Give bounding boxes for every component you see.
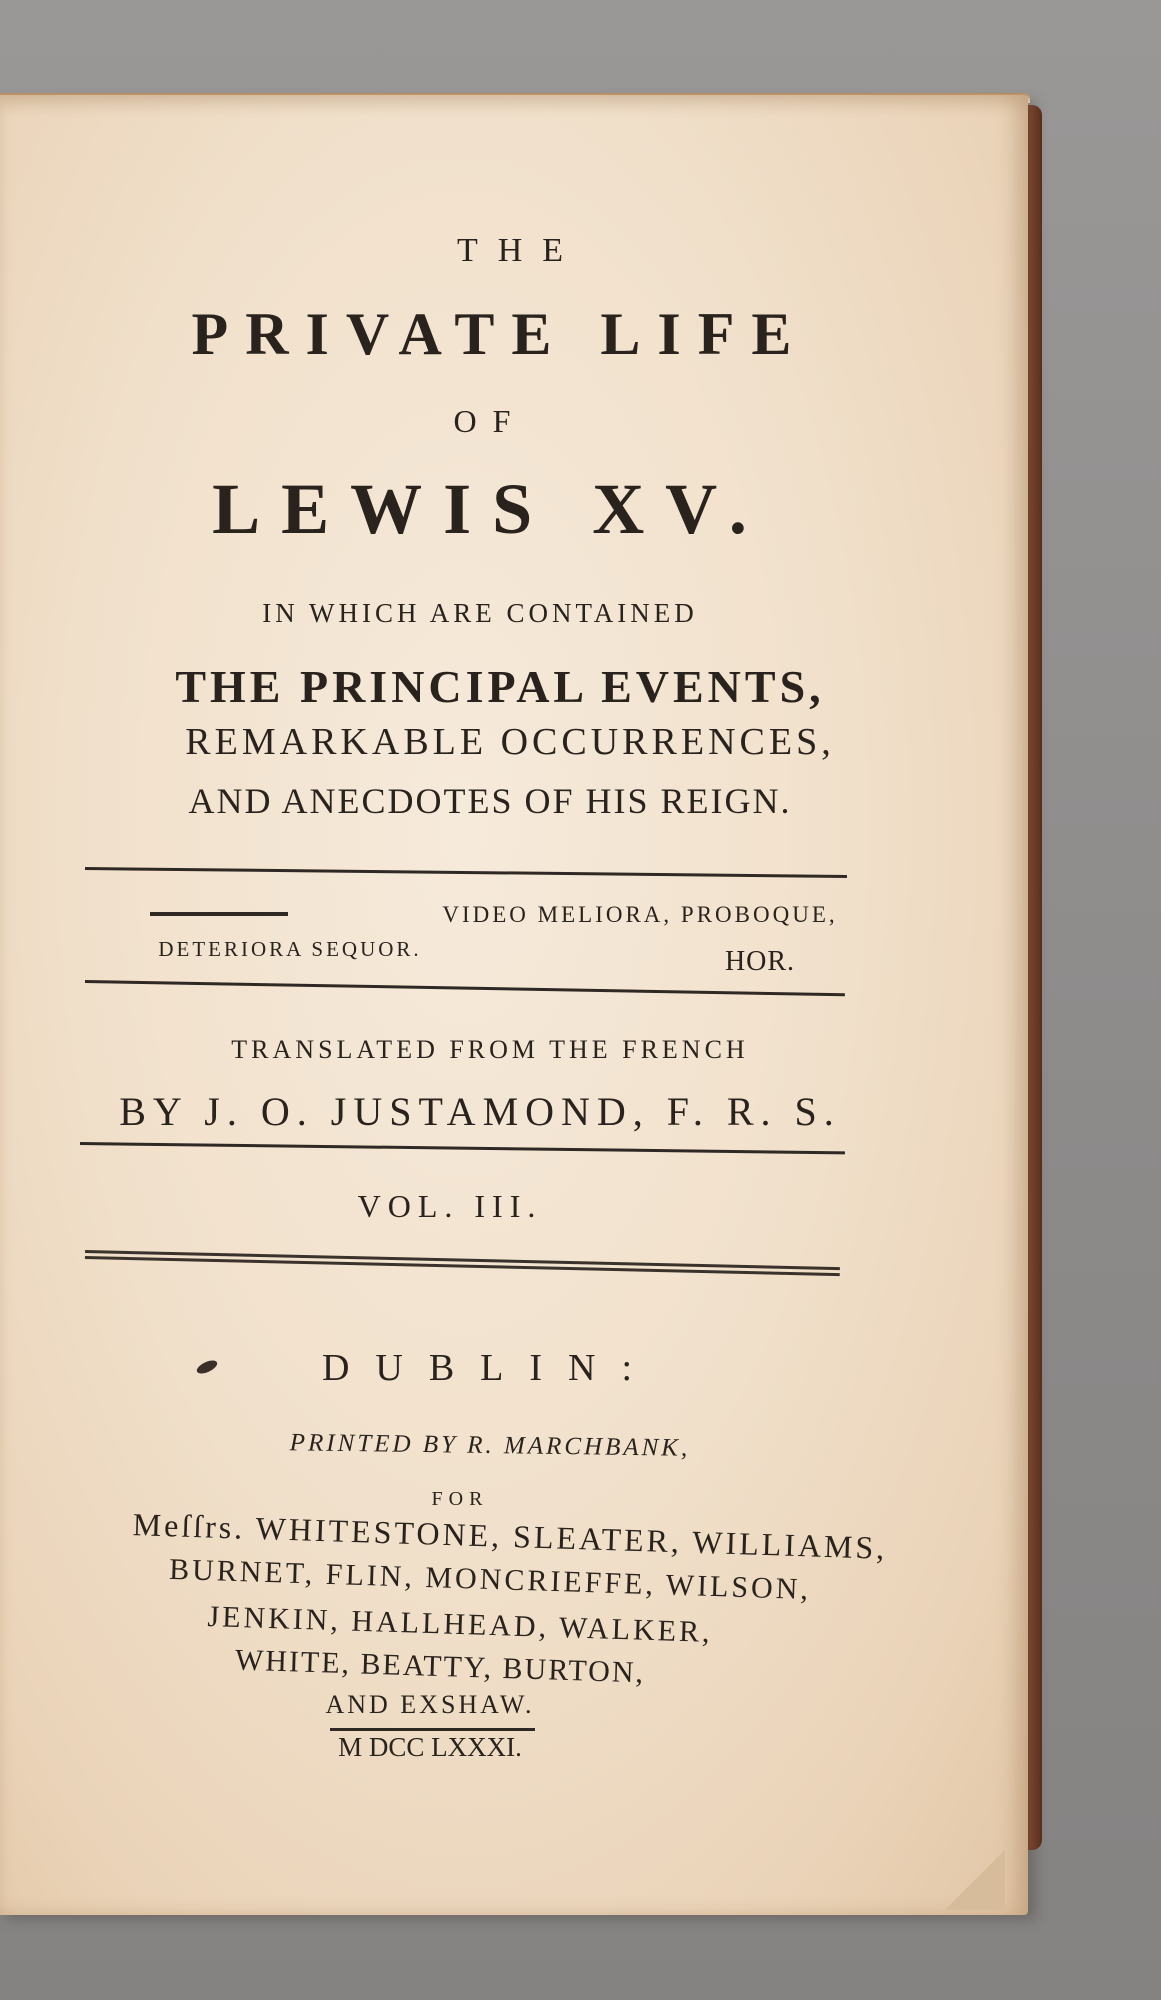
translator-name: BY J. O. JUSTAMOND, F. R. S. [119,1089,841,1134]
divider-rule [330,1728,535,1731]
imprint-for: FOR [431,1488,489,1510]
bookseller-line-2: BURNET, FLIN, MONCRIEFFE, WILSON, [168,1552,812,1607]
imprint-city: DUBLIN: [321,1347,659,1389]
epigraph-attribution: HOR. [724,946,796,977]
imprint-printed-by: PRINTED BY R. MARCHBANK, [289,1429,691,1462]
page-corner-fold [945,1850,1005,1910]
translation-note: TRANSLATED FROM THE FRENCH [231,1035,749,1064]
subtitle-intro: IN WHICH ARE CONTAINED [262,598,698,628]
imprint-year: M DCC LXXXI. [338,1732,522,1762]
title-article: THE [456,232,584,269]
title-of: OF [453,403,527,439]
bookseller-line-4: WHITE, BEATTY, BURTON, [234,1643,646,1690]
bookseller-line-5: AND EXSHAW. [325,1690,535,1719]
volume-number: VOL. III. [357,1188,543,1224]
subtitle-line-1: THE PRINCIPAL EVENTS, [175,661,825,712]
subtitle-line-3: AND ANECDOTES OF HIS REIGN. [188,781,792,821]
bookseller-line-1: Meſſrs. WHITESTONE, SLEATER, WILLIAMS, [132,1506,888,1566]
epigraph-line-2: DETERIORA SEQUOR. [158,937,422,961]
title-line-1: PRIVATE LIFE [191,301,809,367]
bookseller-line-3: JENKIN, HALLHEAD, WALKER, [206,1600,714,1649]
title-line-2: LEWIS XV. [212,469,768,549]
epigraph-line-1: VIDEO MELIORA, PROBOQUE, [442,902,838,927]
subtitle-line-2: REMARKABLE OCCURRENCES, [185,721,835,763]
